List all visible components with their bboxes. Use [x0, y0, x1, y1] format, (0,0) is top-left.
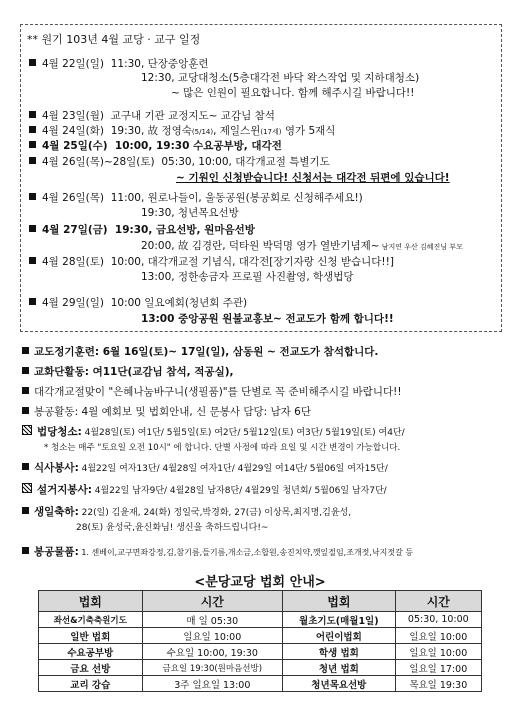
bullet-square-icon	[22, 387, 29, 394]
event-apr-22-line2: 12:30, 교당대청소(5층대각전 바닥 왁스작업 및 지하대청소)	[141, 72, 420, 84]
bullet-square-icon	[22, 347, 29, 354]
bullet-square-icon	[22, 407, 29, 414]
event-apr-26-28: 4월 26일(목)~28일(토) 05:30, 10:00, 대각개교절 특별기도	[29, 155, 330, 169]
cleaning-note: * 청소는 매주 "토요일 오전 10시" 에 합니다. 단별 사정에 따라 요일 및 시간 변경이 가능합니다.	[44, 443, 401, 453]
bullet-square-icon	[22, 463, 29, 470]
event-apr-26-28-note: ~ 기원인 신청받습니다! 신청서는 대각전 뒤편에 있습니다!	[176, 172, 450, 184]
bullet-square-icon	[29, 59, 36, 66]
event-apr-28-line2: 13:00, 정한송금자 프로필 사진촬영, 학생법당	[141, 271, 354, 283]
notice-supplies: 봉공물품: 1. 센베이,교구면좌강정,김,참기름,들기름,개소금,소합원,송진치약,깻잎절임,조개젓,낙지젓갈 등	[22, 545, 413, 560]
table-header: 법회	[39, 591, 143, 612]
notice-service: 봉공활동: 4월 예회보 및 법회안내, 신 문봉사 담당: 남자 6단	[22, 405, 311, 419]
table-header: 법회	[283, 591, 396, 612]
hatched-square-icon	[22, 483, 32, 493]
table-row: 수요공부방 수요일 10:00, 19:30 학생 법회 일요일 10:00	[39, 644, 482, 660]
event-apr-23: 4월 23일(월) 교구내 기관 교정지도~ 교감님 참석	[29, 109, 275, 123]
service-table	[38, 590, 482, 692]
table-row: 교리 강습 3주 일요일 13:00 청년목요선방 목요일 19:30	[39, 676, 482, 692]
event-apr-29: 4월 29일(일) 10:00 일요예회(청년회 주관)	[29, 296, 247, 310]
notice-group-activity: 교화단활동: 여11단(교감님 참석, 적공실),	[22, 365, 234, 379]
table-header: 시간	[395, 591, 481, 612]
table-header: 시간	[142, 591, 282, 612]
event-apr-25: 4월 25일(수) 10:00, 19:30 수요공부방, 대각전	[29, 139, 282, 153]
notice-cleaning: 법당청소: 4월28일(토) 여1단/ 5월5일(토) 여2단/ 5월12일(토) 여3단/ 5월19일(토) 여4단/	[22, 425, 405, 440]
table-row: 좌선&기축축원기도 매 일 05:30 월초기도(매월1일) 05:30, 10:00	[39, 612, 482, 628]
bullet-square-icon	[29, 157, 36, 164]
event-apr-27: 4월 27일(금) 19:30, 금요선방, 원마음선방	[29, 223, 255, 237]
notice-dishwashing: 설거지봉사: 4월22일 남자9단/ 4월28일 남자8단/ 4월29일 청년회/ 5월06일 남자7단/	[22, 483, 387, 498]
event-apr-27-line2: 20:00, 故 김경란, 덕타원 박덕명 영가 열반기념제~ 남지연 우산 김혜진님 부모	[141, 240, 463, 252]
event-apr-26-line2: 19:30, 청년목요선방	[141, 207, 239, 219]
event-apr-24: 4월 24일(화) 19:30, 故 정영숙(5/14), 제일스윈(17세) 영가 5재식	[29, 124, 335, 139]
event-apr-22-line3: ~ 많은 인원이 필요합니다. 함께 해주시길 바랍니다!!	[171, 87, 415, 99]
event-apr-28: 4월 28일(토) 10:00, 대각개교절 기념식, 대각전[장기자랑 신청 받습니다!!]	[29, 255, 394, 269]
schedule-title: ** 원기 103년 4월 교당 · 교구 일정	[27, 33, 201, 46]
hatched-square-icon	[22, 425, 32, 435]
service-table-title: <분당교당 법회 안내>	[194, 575, 326, 590]
bullet-square-icon	[29, 225, 36, 232]
notice-birthday-line2: 28(토) 윤성국,윤신화님! 생신을 축하드립니다!~	[76, 523, 269, 533]
notice-birthday: 생일축하: 22(일) 김윤재, 24(화) 정일국,박경화, 27(금) 이상목,최지명,김윤성,	[22, 505, 351, 520]
bullet-square-icon	[29, 193, 36, 200]
monthly-schedule-box	[20, 24, 502, 332]
bullet-square-icon	[29, 141, 36, 148]
bullet-square-icon	[29, 111, 36, 118]
notice-training: 교도정기훈련: 6월 16일(토)~ 17일(일), 삼동원 ~ 전교도가 참석합니다.	[22, 345, 378, 359]
notice-gift-basket: 대각개교절맞이 "은혜나눔바구니(생필품)"를 단별로 꼭 준비해주시길 바랍니다!!	[22, 385, 402, 399]
bullet-square-icon	[22, 507, 29, 514]
bullet-square-icon	[22, 367, 29, 374]
table-row: 금요 선방 금요일 19:30(원마음선방) 청년 법회 일요일 17:00	[39, 660, 482, 676]
table-row: 일반 법회 일요일 10:00 어린이법회 일요일 10:00	[39, 628, 482, 644]
event-apr-22: 4월 22일(일) 11:30, 단장중앙훈련	[29, 57, 209, 71]
bullet-square-icon	[29, 257, 36, 264]
notice-meal-service: 식사봉사: 4월22일 여자13단/ 4월28일 여자1단/ 4월29일 여14단/ 5월06일 여자15단/	[22, 461, 388, 476]
bullet-square-icon	[29, 126, 36, 133]
event-apr-26: 4월 26일(목) 11:00, 원로나들이, 울동공원(봉공회로 신청해주세요!)	[29, 191, 363, 205]
bullet-square-icon	[29, 298, 36, 305]
bullet-square-icon	[22, 547, 29, 554]
event-apr-29-line2: 13:00 중앙공원 원불교홍보~ 전교도가 함께 합니다!!	[141, 313, 394, 325]
